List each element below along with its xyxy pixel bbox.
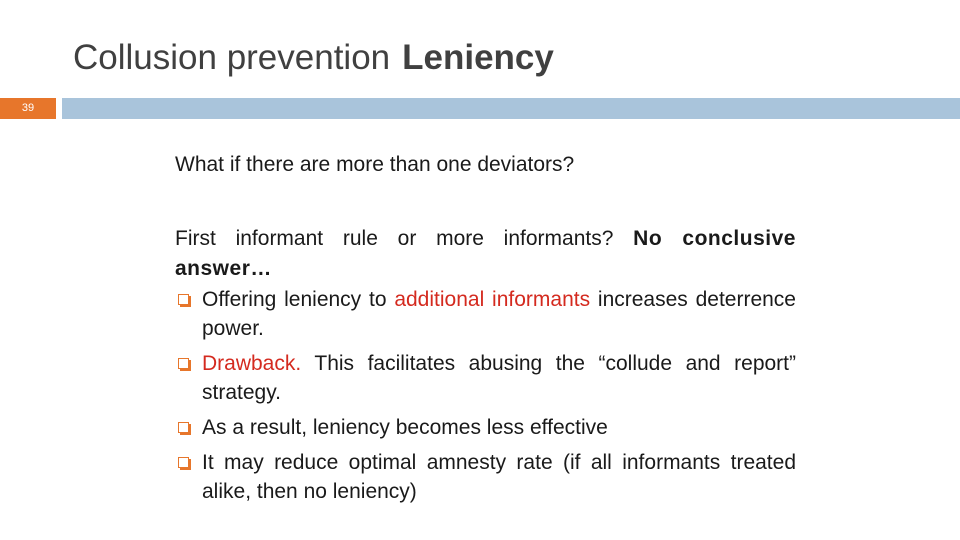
lead-paragraph [175, 224, 796, 284]
bullet-item [175, 285, 796, 343]
bullet-red-text: Drawback. [202, 352, 302, 375]
slide-title [73, 36, 554, 80]
slide-title-emphasis: Leniency [402, 38, 554, 77]
slide-title-main: Collusion prevention [73, 38, 391, 77]
bullet-text-rest: This facilitates abusing the “collude and report” strategy. [202, 352, 796, 404]
lead-emphasis: No conclusive answer… [175, 227, 796, 280]
bullet-text: It may reduce optimal amnesty rate (if all informants treated alike, then no leniency) [202, 451, 796, 503]
bullet-text-rest: increases deterrence power. [202, 288, 796, 340]
square-bullet-icon [178, 422, 189, 433]
bullet-red-text: additional informants [394, 288, 591, 311]
bullet-list [175, 285, 796, 506]
bullet-item [175, 448, 796, 506]
slide-content [175, 150, 796, 512]
question-text: What if there are more than one deviators? [175, 153, 575, 176]
bullet-item [175, 349, 796, 407]
slide-number: 39 [0, 98, 56, 119]
bullet-text: As a result, leniency becomes less effective [202, 416, 608, 439]
bullet-text: Offering leniency to [202, 288, 387, 311]
lead-text: First informant rule or more informants? [175, 227, 614, 250]
bullet-item [175, 413, 796, 442]
square-bullet-icon [178, 457, 189, 468]
header-bar [62, 98, 960, 119]
square-bullet-icon [178, 294, 189, 305]
square-bullet-icon [178, 358, 189, 369]
